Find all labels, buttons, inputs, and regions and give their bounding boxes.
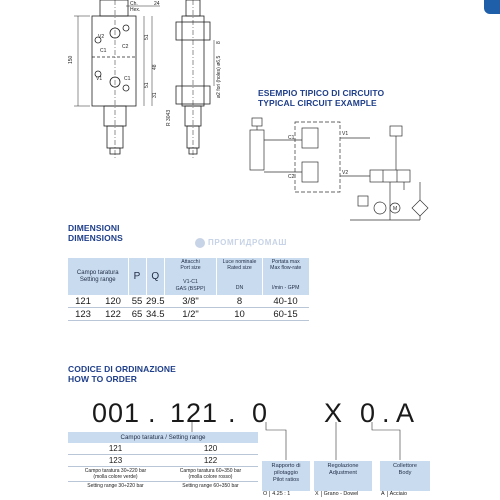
circuit-diagram (240, 110, 435, 235)
code-dot-2: . (228, 398, 237, 428)
hex-note: Ch. (130, 1, 138, 7)
watermark-icon (195, 238, 205, 248)
port-v2: V2 (98, 34, 105, 40)
header-port-size: Attacchi Port size V1-C1 GAS (BSPP) (165, 258, 217, 295)
header-rated-size: Luce nominale Rated size DN (217, 258, 263, 295)
port-c1-top: C1 (100, 48, 107, 54)
body-option: A Acciaio (381, 491, 407, 497)
circuit-c1: C1 (288, 135, 295, 141)
code-dot-3: . (382, 398, 391, 428)
header-flow-rate: Portata max Max flow-rate l/min - GPM (263, 258, 309, 295)
pilot-ratio-box: Rapporto di pilotaggio Pilot ratios (262, 461, 310, 491)
port-c1: C1 (124, 76, 131, 82)
adjustment-option: X Grano - Dowel (315, 491, 359, 497)
code-part-adjust: X (324, 398, 344, 428)
circuit-v2: V2 (342, 170, 349, 176)
hex-note-en: Hex. (130, 7, 141, 13)
page-tab-marker (484, 0, 500, 14)
dimensions-title: DIMENSIONI DIMENSIONS (68, 223, 123, 243)
code-part-body: A (396, 398, 416, 428)
dim-31: 31 (152, 92, 158, 98)
watermark-logo: ПРОМГИДРОМАШ (195, 238, 345, 248)
code-part-121: 121 (170, 398, 219, 428)
circuit-title: ESEMPIO TIPICO DI CIRCUITO TYPICAL CIRCUIT EXAMPLE (258, 88, 385, 108)
code-part-pilot: 0 (252, 398, 269, 428)
pilot-option: O 4.25 : 1 (263, 491, 291, 497)
header-q: Q (146, 258, 165, 295)
table-row: 121 120 (68, 443, 258, 455)
dimensions-table (68, 258, 309, 321)
dim-51b: 51 (144, 82, 150, 88)
dim-48: 48 (152, 64, 158, 70)
table-row: 121 120 55 29.5 3/8" 8 40-10 (68, 295, 309, 308)
ordering-title: CODICE DI ORDINAZIONE HOW TO ORDER (68, 364, 176, 384)
header-setting-range: Campo taratura Setting range (68, 258, 128, 295)
motor-label: M (393, 206, 398, 212)
setting-range-header: Campo taratura / Setting range (68, 432, 258, 443)
body-box: Collettore Body (380, 461, 430, 491)
code-part-body-a: 0 (360, 398, 377, 428)
dim-8: 8 (216, 41, 222, 44)
holes-label: ø2 fori (holes) ø6,5 (216, 55, 222, 98)
dim-150: 150 (68, 55, 74, 64)
code-part-001: 001 (92, 398, 141, 428)
code-dot-1: . (148, 398, 157, 428)
table-row: Campo taratura 30÷220 bar (molla colore verde) Campo taratura 60÷350 bar (molla colore rosso) (68, 467, 258, 482)
port-v1: V1 (96, 76, 103, 82)
circuit-c2: C2 (288, 174, 295, 180)
setting-range-table (68, 432, 258, 489)
valve-technical-drawing (60, 0, 260, 165)
table-row: 123 122 (68, 455, 258, 467)
table-row: Setting range 30÷220 bar Setting range 60÷350 bar (87, 482, 239, 489)
header-p: P (128, 258, 146, 295)
adjustment-box: Regolazione Adjustment (314, 461, 372, 491)
port-c2: C2 (122, 44, 129, 50)
dim-24: 24 (154, 1, 160, 7)
circuit-v1: V1 (342, 131, 349, 137)
dim-51a: 51 (144, 34, 150, 40)
table-row: 123 122 65 34.5 1/2" 10 60-15 (68, 308, 309, 321)
part-ref: R 3043 (166, 109, 172, 126)
